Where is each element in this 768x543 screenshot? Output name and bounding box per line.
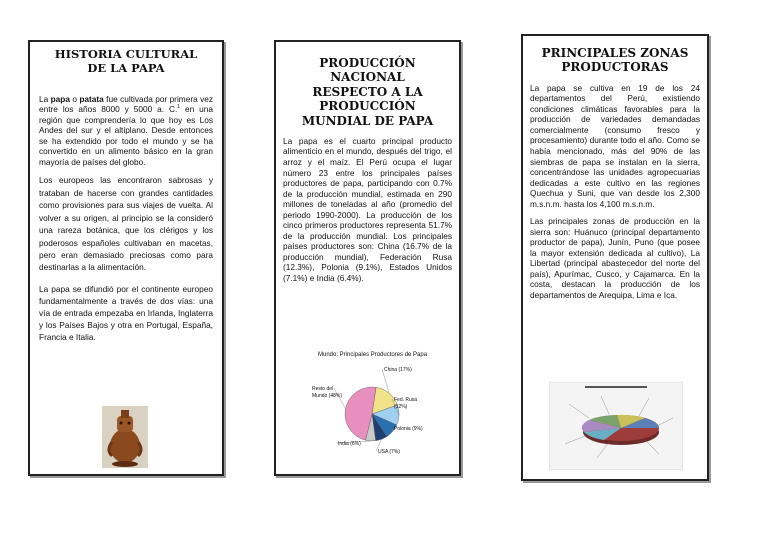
panel-produccion-nacional bbox=[274, 40, 461, 476]
pie-label: Fed. Rusa bbox=[394, 397, 418, 403]
text-run: o bbox=[69, 93, 80, 104]
pie-chart-svg bbox=[296, 344, 446, 468]
panel-historia-cultural bbox=[28, 40, 224, 476]
text-run: en una región que comprendería lo que hoy es Los Andes del sur y el altiplano. Desde entonces se ha extendido por todo el mundo y se ha convertido en un alimento básico en la gran mayoría de países del globo. bbox=[39, 104, 213, 167]
paragraph-2: Las principales zonas de producción en la sierra son: Huánuco (principal departamento productor de papa), Junín, Puno (que posee la mayor extensión dedicada al cultivo), La Libertad (principal abastecedor del norte del país), Apurímac, Cusco, y Cajamarca. En la costa, destacan la producción de los departamentos de Arequipa, Lima e Ica. bbox=[530, 216, 700, 300]
department-production-pie-image bbox=[549, 382, 683, 470]
pottery-image bbox=[102, 406, 148, 468]
paragraph-2: Los europeos las encontraron sabrosas y trataban de hacerse con grandes cantidades como provisiones para sus viajes de vuelta. Al volver a su origen, al principio se la consideró una rareza botánica, que los clérigos y los poderosos españoles cultivaban en macetas, pero eran demasiado preciosas como para destinarlas a la alimentación. bbox=[39, 175, 213, 273]
bold-term-patata: patata bbox=[79, 93, 104, 104]
paragraph-1 bbox=[30, 94, 222, 168]
text-run: fue cultivada por primera vez entre los años 8000 y 5000 a. C. bbox=[39, 93, 213, 115]
panel-title: PRODUCCIÓN NACIONAL RESPECTO A LA PRODUCCIÓN MUNDIAL DE PAPA bbox=[301, 56, 434, 128]
pie-label: China (17%) bbox=[384, 367, 412, 373]
bold-term-papa: papa bbox=[50, 93, 70, 104]
peru-production-chart-icon bbox=[549, 382, 683, 470]
pie-label: Polonia (9%) bbox=[394, 426, 423, 432]
pie-label: Mundo (48%) bbox=[312, 393, 343, 399]
pie-label: Resto del bbox=[312, 386, 334, 392]
huaco-pottery-icon bbox=[102, 406, 148, 468]
panel-zonas-productoras bbox=[521, 34, 709, 481]
paragraph-1: La papa se cultiva en 19 de los 24 departamentos del Perú, existiendo condiciones climáticas favorables para la producción de variedades demandadas comercialmente (consumo fresco y procesamiento) durante todo el año. Como se había mencionado, más del 90% de las siembras de papa se instalan en la sierra, concentrándose las unidades agropecuarias dedicadas a este cultivo en las regiones Quechua y Suni, que van desde los 2,300 m.s.n.m. hasta los 4,100 m.s.n.m. bbox=[530, 82, 700, 209]
panel-title: PRINCIPALES ZONAS PRODUCTORAS bbox=[541, 46, 689, 75]
panel-title: HISTORIA CULTURAL DE LA PAPA bbox=[54, 47, 198, 75]
text-run: La bbox=[39, 93, 51, 104]
chart-title: Mundo: Principales Productores de Papa bbox=[318, 352, 428, 358]
paragraph-1: La papa es el cuarto principal producto alimenticio en el mundo, después del trigo, el arroz y el maíz. El Perú ocupa el lugar número 23 entre los principales países productores de papa, participando con 0.7% de la producción mundial, estimada en 290 millones de toneladas al año (promedio del periodo 1990-2000). La producción de los cinco primeros productores representa 51.7% de la producción mundial. Los principales países productores son: China (16.7% de la producción mundial), Federación Rusa (12.3%), Polonia (9.1%), Estados Unidos (7.1%) e India (6.4%). bbox=[283, 135, 452, 283]
world-producers-pie-chart bbox=[296, 344, 446, 468]
pie-label: India (6%) bbox=[338, 441, 361, 447]
pie-label: USA (7%) bbox=[378, 449, 400, 455]
footnote-marker: 1 bbox=[177, 104, 181, 111]
paragraph-3: La papa se difundió por el continente europeo fundamentalmente a través de dos vías: una vía de entrada empezaba en Irlanda, Inglaterra y los Países Bajos y otra en Portugal, España, Francia e Italia. bbox=[39, 283, 213, 342]
pie-label: (12%) bbox=[394, 404, 408, 410]
